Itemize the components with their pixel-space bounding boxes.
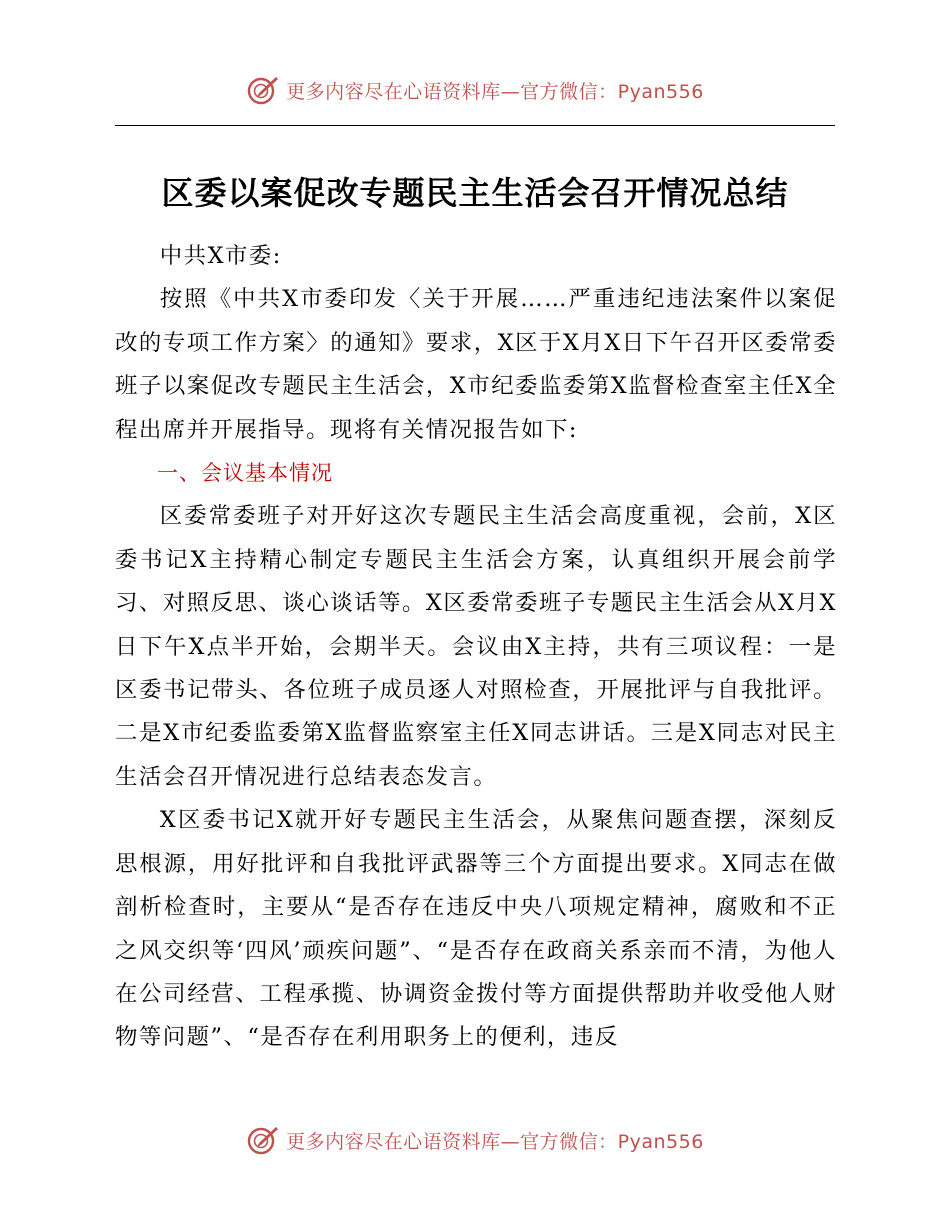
- bottom-watermark-banner: [0, 1120, 950, 1160]
- pen-logo-icon: [246, 73, 280, 107]
- top-watermark-banner: [0, 70, 950, 110]
- watermark-text: 更多内容尽在心语资料库—官方微信：Pyan556: [286, 1130, 704, 1153]
- salutation: 中共X市委:: [159, 243, 282, 269]
- body-paragraph: X区委书记X就开好专题民主生活会，从聚焦问题查摆，深刻反思根源，用好批评和自我批评武器等三个方面提出要求。X同志在做剖析检查时，主要从“是否存在违反中央八项规定精神，腐败和不正之风交织等‘四风’顽疾问题”、“是否存在政商关系亲而不清，为他人在公司经营、工程承揽、协调资金拨付等方面提供帮助并收受他人财物等问题”、“是否存在利用职务上的便利，违反: [115, 807, 837, 1051]
- document-body: [115, 235, 837, 1060]
- watermark-text: 更多内容尽在心语资料库—官方微信：Pyan556: [286, 80, 704, 103]
- body-paragraph: 区委常委班子对开好这次专题民主生活会高度重视，会前，X区委书记X主持精心制定专题民主生活会方案，认真组织开展会前学习、对照反思、谈心谈话等。X区委常委班子专题民主生活会从X月X日下午X点半开始，会期半天。会议由X主持，共有三项议程：一是区委书记带头、各位班子成员逐人对照检查，开展批评与自我批评。二是X市纪委监委第X监督监察室主任X同志讲话。三是X同志对民主生活会召开情况进行总结表态发言。: [115, 503, 837, 790]
- document-title: 区委以案促改专题民主生活会召开情况总结: [161, 174, 789, 212]
- pen-logo-icon: [246, 1123, 280, 1157]
- section-heading: 一、会议基本情况: [157, 461, 333, 486]
- intro-paragraph: 按照《中共X市委印发〈关于开展……严重违纪违法案件以案促改的专项工作方案〉的通知》要求，X区于X月X日下午召开区委常委班子以案促改专题民主生活会，X市纪委监委第X监督检查室主任X全程出席并开展指导。现将有关情况报告如下:: [115, 286, 837, 443]
- header-rule: [115, 125, 835, 126]
